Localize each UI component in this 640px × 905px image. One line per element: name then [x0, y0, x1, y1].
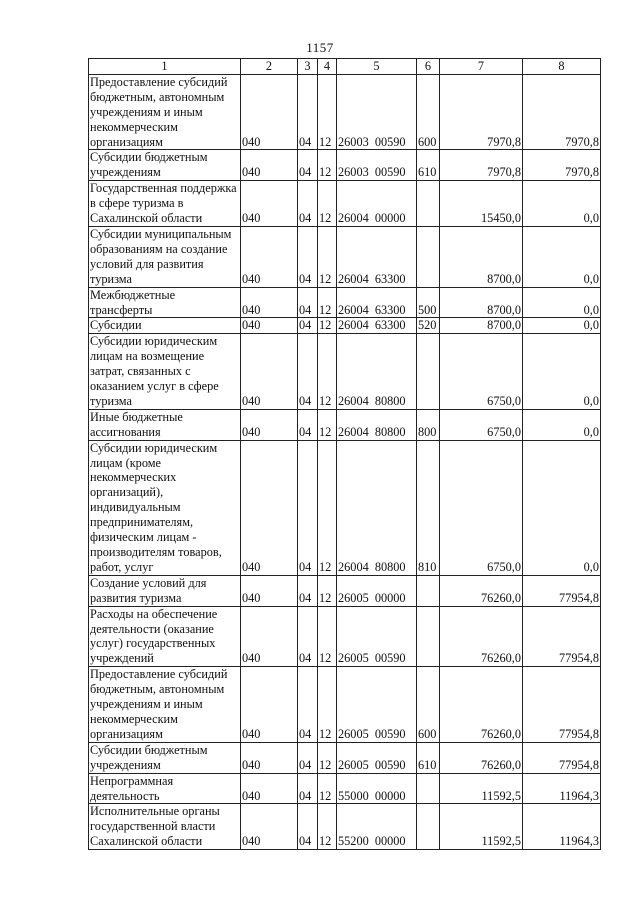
cell-subsection: 12 [318, 181, 337, 227]
cell-sum-year-2: 77954,8 [523, 606, 601, 667]
cell-sum-year-2: 7970,8 [523, 150, 601, 181]
cell-section: 04 [298, 804, 318, 850]
cell-subsection: 12 [318, 606, 337, 667]
table-row [89, 150, 601, 181]
cell-ministry: 040 [241, 575, 298, 606]
cell-expense-type [417, 606, 440, 667]
cell-ministry: 040 [241, 804, 298, 850]
cell-name: Межбюджетные трансферты [89, 287, 241, 318]
cell-subsection: 12 [318, 334, 337, 410]
table-row [89, 742, 601, 773]
table-row [89, 334, 601, 410]
cell-section: 04 [298, 74, 318, 150]
cell-expense-type: 600 [417, 667, 440, 743]
column-header-sum-year-1: 7 [440, 59, 523, 75]
cell-section: 04 [298, 742, 318, 773]
cell-sum-year-1: 76260,0 [440, 667, 523, 743]
cell-section: 04 [298, 181, 318, 227]
cell-target-article: 26004 63300 [337, 287, 417, 318]
cell-sum-year-1: 7970,8 [440, 150, 523, 181]
cell-expense-type [417, 773, 440, 804]
cell-expense-type: 800 [417, 409, 440, 440]
cell-section: 04 [298, 150, 318, 181]
cell-sum-year-2: 0,0 [523, 287, 601, 318]
table-row [89, 575, 601, 606]
cell-sum-year-2: 0,0 [523, 318, 601, 334]
cell-expense-type [417, 226, 440, 287]
cell-subsection: 12 [318, 226, 337, 287]
cell-name: Иные бюджетные ассигнования [89, 409, 241, 440]
table-row [89, 318, 601, 334]
cell-sum-year-2: 0,0 [523, 181, 601, 227]
cell-sum-year-2: 0,0 [523, 334, 601, 410]
cell-ministry: 040 [241, 226, 298, 287]
cell-section: 04 [298, 409, 318, 440]
cell-sum-year-1: 15450,0 [440, 181, 523, 227]
table-row [89, 440, 601, 575]
cell-target-article: 26005 00590 [337, 606, 417, 667]
cell-target-article: 26005 00590 [337, 742, 417, 773]
cell-section: 04 [298, 334, 318, 410]
cell-expense-type: 610 [417, 150, 440, 181]
column-header-expense-type: 6 [417, 59, 440, 75]
cell-expense-type: 520 [417, 318, 440, 334]
cell-sum-year-2: 77954,8 [523, 575, 601, 606]
cell-sum-year-1: 6750,0 [440, 409, 523, 440]
cell-subsection: 12 [318, 440, 337, 575]
cell-expense-type [417, 334, 440, 410]
cell-name: Исполнительные органы государственной власти Сахалинской области [89, 804, 241, 850]
cell-target-article: 26004 63300 [337, 318, 417, 334]
cell-target-article: 26003 00590 [337, 150, 417, 181]
column-header-target-article: 5 [337, 59, 417, 75]
cell-expense-type: 500 [417, 287, 440, 318]
cell-target-article: 55000 00000 [337, 773, 417, 804]
column-header-ministry: 2 [241, 59, 298, 75]
cell-sum-year-1: 76260,0 [440, 575, 523, 606]
cell-section: 04 [298, 226, 318, 287]
cell-section: 04 [298, 575, 318, 606]
cell-subsection: 12 [318, 667, 337, 743]
cell-subsection: 12 [318, 287, 337, 318]
table-row [89, 226, 601, 287]
cell-target-article: 26004 80800 [337, 440, 417, 575]
cell-name: Предоставление субсидий бюджетным, автономным учреждениям и иным некоммерческим организациям [89, 74, 241, 150]
table-row [89, 287, 601, 318]
cell-subsection: 12 [318, 742, 337, 773]
table-row [89, 606, 601, 667]
cell-ministry: 040 [241, 606, 298, 667]
cell-name: Создание условий для развития туризма [89, 575, 241, 606]
cell-target-article: 26004 80800 [337, 334, 417, 410]
cell-name: Субсидии бюджетным учреждениям [89, 150, 241, 181]
column-header-sum-year-2: 8 [523, 59, 601, 75]
cell-ministry: 040 [241, 440, 298, 575]
cell-sum-year-2: 0,0 [523, 440, 601, 575]
page-number: 1157 [306, 40, 334, 55]
cell-name: Субсидии муниципальным образованиям на создание условий для развития туризма [89, 226, 241, 287]
cell-target-article: 26004 80800 [337, 409, 417, 440]
table-row [89, 667, 601, 743]
cell-sum-year-1: 6750,0 [440, 440, 523, 575]
cell-subsection: 12 [318, 804, 337, 850]
cell-ministry: 040 [241, 667, 298, 743]
column-header-section: 3 [298, 59, 318, 75]
cell-sum-year-1: 11592,5 [440, 773, 523, 804]
cell-name: Расходы на обеспечение деятельности (оказание услуг) государственных учреждений [89, 606, 241, 667]
cell-expense-type [417, 575, 440, 606]
cell-sum-year-2: 77954,8 [523, 742, 601, 773]
cell-target-article: 26004 63300 [337, 226, 417, 287]
cell-name: Предоставление субсидий бюджетным, автономным учреждениям и иным некоммерческим организациям [89, 667, 241, 743]
cell-sum-year-2: 11964,3 [523, 804, 601, 850]
cell-sum-year-2: 11964,3 [523, 773, 601, 804]
cell-ministry: 040 [241, 181, 298, 227]
cell-ministry: 040 [241, 150, 298, 181]
cell-name: Непрограммная деятельность [89, 773, 241, 804]
cell-section: 04 [298, 667, 318, 743]
cell-subsection: 12 [318, 773, 337, 804]
cell-sum-year-2: 7970,8 [523, 74, 601, 150]
cell-expense-type [417, 804, 440, 850]
cell-subsection: 12 [318, 150, 337, 181]
cell-sum-year-2: 77954,8 [523, 667, 601, 743]
cell-section: 04 [298, 318, 318, 334]
table-row [89, 409, 601, 440]
cell-subsection: 12 [318, 575, 337, 606]
table-row [89, 181, 601, 227]
header-row [89, 59, 601, 75]
table-row [89, 74, 601, 150]
cell-name: Государственная поддержка в сфере туризма в Сахалинской области [89, 181, 241, 227]
cell-sum-year-1: 76260,0 [440, 742, 523, 773]
cell-target-article: 26004 00000 [337, 181, 417, 227]
budget-table [88, 58, 601, 850]
cell-ministry: 040 [241, 334, 298, 410]
cell-subsection: 12 [318, 74, 337, 150]
cell-sum-year-1: 8700,0 [440, 287, 523, 318]
cell-name: Субсидии юридическим лицам (кроме некоммерческих организаций), индивидуальным предпринимателям, физическим лицам - производителям товаров, работ, услуг [89, 440, 241, 575]
cell-name: Субсидии юридическим лицам на возмещение затрат, связанных с оказанием услуг в сфере туризма [89, 334, 241, 410]
cell-expense-type [417, 181, 440, 227]
cell-target-article: 55200 00000 [337, 804, 417, 850]
cell-section: 04 [298, 606, 318, 667]
cell-target-article: 26003 00590 [337, 74, 417, 150]
cell-target-article: 26005 00590 [337, 667, 417, 743]
cell-sum-year-1: 8700,0 [440, 318, 523, 334]
cell-sum-year-2: 0,0 [523, 409, 601, 440]
cell-ministry: 040 [241, 742, 298, 773]
cell-sum-year-1: 8700,0 [440, 226, 523, 287]
cell-section: 04 [298, 773, 318, 804]
cell-section: 04 [298, 440, 318, 575]
cell-sum-year-2: 0,0 [523, 226, 601, 287]
cell-section: 04 [298, 287, 318, 318]
cell-sum-year-1: 7970,8 [440, 74, 523, 150]
cell-ministry: 040 [241, 409, 298, 440]
table-row [89, 773, 601, 804]
cell-subsection: 12 [318, 409, 337, 440]
column-header-subsection: 4 [318, 59, 337, 75]
cell-expense-type: 810 [417, 440, 440, 575]
column-header-name: 1 [89, 59, 241, 75]
table-row [89, 804, 601, 850]
cell-expense-type: 600 [417, 74, 440, 150]
cell-subsection: 12 [318, 318, 337, 334]
cell-expense-type: 610 [417, 742, 440, 773]
cell-ministry: 040 [241, 318, 298, 334]
cell-sum-year-1: 6750,0 [440, 334, 523, 410]
cell-ministry: 040 [241, 287, 298, 318]
cell-sum-year-1: 76260,0 [440, 606, 523, 667]
cell-ministry: 040 [241, 773, 298, 804]
cell-name: Субсидии [89, 318, 241, 334]
cell-name: Субсидии бюджетным учреждениям [89, 742, 241, 773]
cell-sum-year-1: 11592,5 [440, 804, 523, 850]
cell-ministry: 040 [241, 74, 298, 150]
cell-target-article: 26005 00000 [337, 575, 417, 606]
